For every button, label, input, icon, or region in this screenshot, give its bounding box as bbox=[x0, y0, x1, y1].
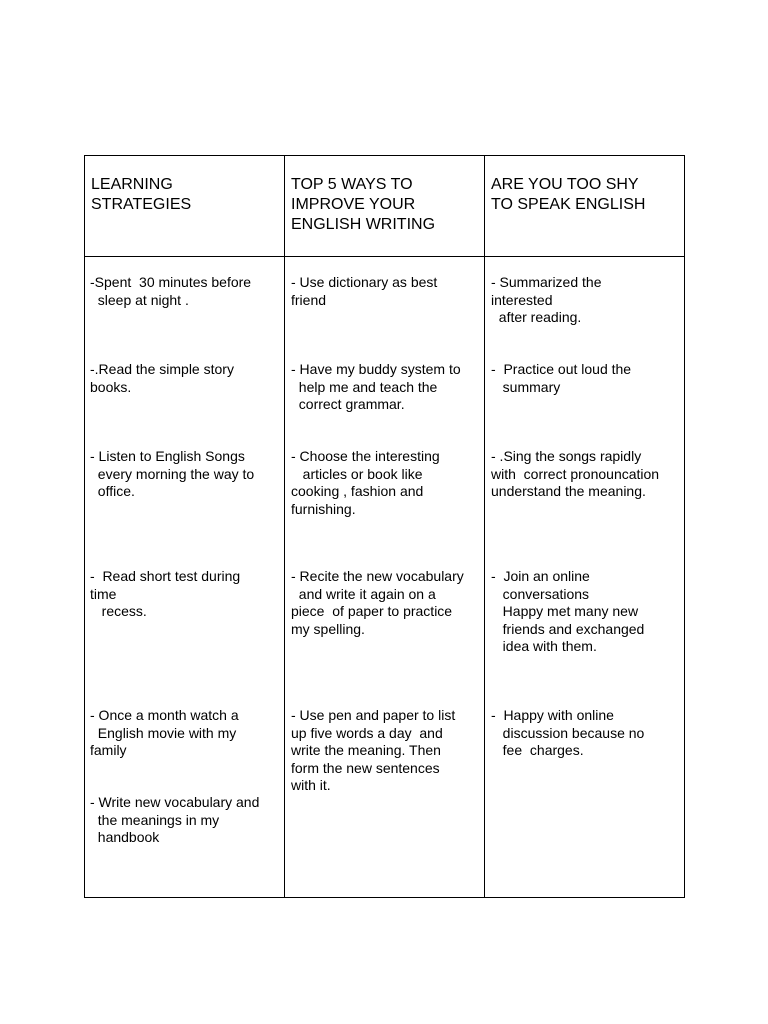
speaking-tip-item: - Summarized the interested after reading. bbox=[491, 274, 602, 325]
header-divider bbox=[85, 256, 684, 257]
strategy-item: - Once a month watch a English movie with my family bbox=[90, 707, 239, 758]
writing-tip-item: - Choose the interesting articles or book like cooking , fashion and furnishing. bbox=[291, 448, 440, 517]
strategies-table bbox=[84, 155, 685, 898]
speaking-tip-item: - .Sing the songs rapidly with correct pronouncation understand the meaning. bbox=[491, 448, 660, 499]
strategy-item: - Read short test during time recess. bbox=[90, 568, 241, 619]
writing-tip-item: - Use pen and paper to list up five words a day and write the meaning. Then form the new sentences with it. bbox=[291, 707, 456, 793]
header-improve-writing: TOP 5 WAYS TO IMPROVE YOUR ENGLISH WRITING bbox=[291, 176, 436, 233]
speaking-tip-item: - Happy with online discussion because no fee charges. bbox=[491, 707, 645, 758]
strategy-item: - Listen to English Songs every morning the way to office. bbox=[90, 448, 255, 499]
writing-tip-item: - Have my buddy system to help me and teach the correct grammar. bbox=[291, 361, 461, 412]
speaking-tip-item: - Join an online conversations Happy met many new friends and exchanged idea with them. bbox=[491, 568, 645, 654]
header-too-shy: ARE YOU TOO SHY TO SPEAK ENGLISH bbox=[491, 176, 646, 213]
strategy-item: -Spent 30 minutes before sleep at night . bbox=[90, 274, 252, 308]
writing-tip-item: - Recite the new vocabulary and write it again on a piece of paper to practice my spelling. bbox=[291, 568, 464, 637]
writing-tip-item: - Use dictionary as best friend bbox=[291, 274, 438, 308]
strategy-item: -.Read the simple story books. bbox=[90, 361, 234, 395]
column-divider bbox=[284, 156, 285, 897]
speaking-tip-item: - Practice out loud the summary bbox=[491, 361, 632, 395]
column-divider bbox=[484, 156, 485, 897]
header-learning-strategies: LEARNING STRATEGIES bbox=[91, 176, 192, 213]
strategy-item: - Write new vocabulary and the meanings in my handbook bbox=[90, 794, 260, 845]
